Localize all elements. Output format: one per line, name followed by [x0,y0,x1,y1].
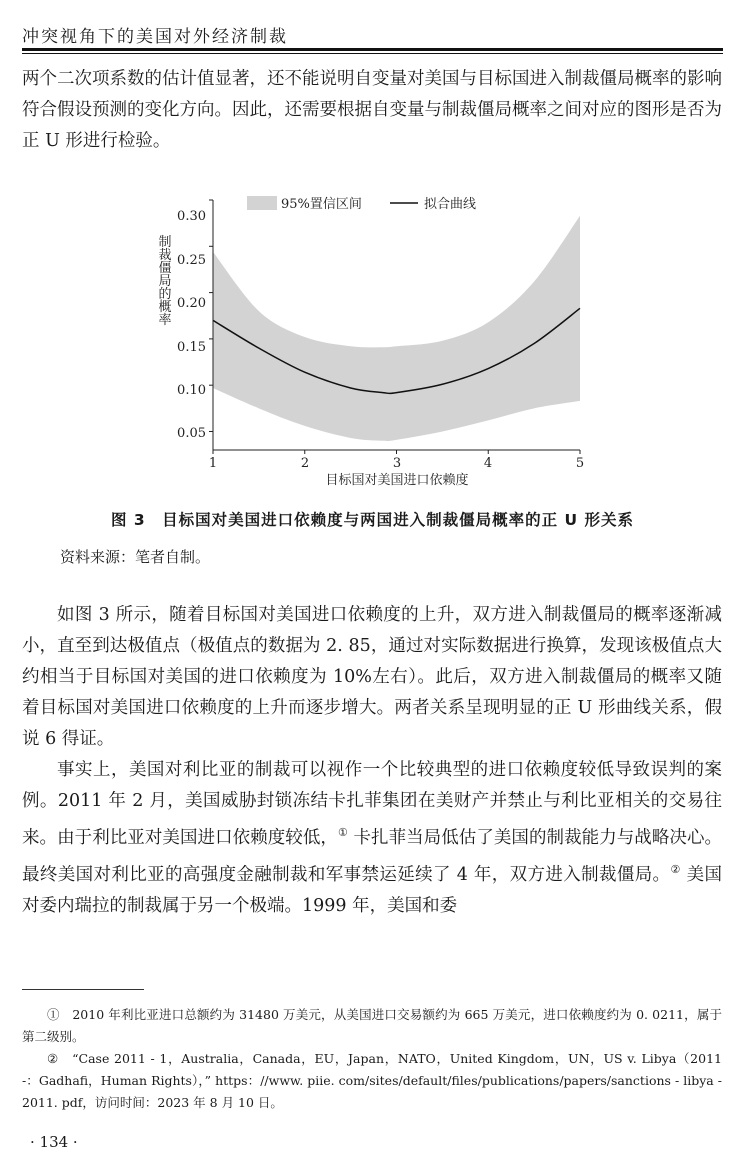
y-tick-label: 0.15 [177,340,206,355]
footnote-ref-1[interactable]: ① [337,826,348,839]
x-tick-label: 4 [483,456,493,471]
x-tick-label: 1 [208,456,218,471]
footnote-2: ② “Case 2011 - 1，Australia，Canada，EU，Japan，NATO，United Kingdom，UN，US v. Libya（2011 -：Gadhafi，Human Rights），” https：//www. piie. com/sites/default/files/publications/papers/sanctions - libya - 2011. pdf，访问时间：2023 年 8 月 10 日。 [22,1051,722,1110]
y-tick-label: 0.30 [177,209,206,224]
p2-text-b: 卡扎菲当局低估了美国的制裁能力与战略决心。最终美国对利比亚的高强度金融制裁和军事禁运延续了 4 年，双方进入制裁僵局。 [22,827,723,885]
legend-ci-swatch [247,196,277,210]
confidence-band [213,216,580,441]
body-paragraph-1: 如图 3 所示，随着目标国对美国进口依赖度的上升，双方进入制裁僵局的概率逐渐减小，直至到达极值点（极值点的数据为 2. 85，通过对实际数据进行换算，发现该极值点大约相当于目标国对美国的进口依赖度为 10%左右）。此后，双方进入制裁僵局的概率又随着目标国对美国进口依赖度的上升而逐步增大。两者关系呈现明显的正 U 形曲线关系，假说 6 得证。 [22,605,722,749]
intro-paragraph [22,64,722,157]
footnote-1: ① 2010 年利比亚进口总额约为 31480 万美元，从美国进口交易额约为 665 万美元，进口依赖度约为 0. 0211，属于第二级别。 [22,1007,722,1044]
intro-text: 两个二次项系数的估计值显著，还不能说明自变量对美国与目标国进入制裁僵局概率的影响符合假设预测的变化方向。因此，还需要根据自变量与制裁僵局概率之间对应的图形是否为正 U 形进行检验。 [22,69,722,151]
footnotes [22,1004,722,1114]
x-tick-label: 2 [300,456,310,471]
y-tick-label: 0.05 [177,426,206,441]
y-tick-label: 0.25 [177,253,206,268]
header-rule-thin [22,53,723,54]
legend-ci-label: 95%置信区间 [281,197,362,212]
figure-caption: 图 3 目标国对美国进口依赖度与两国进入制裁僵局概率的正 U 形关系 [110,511,635,529]
legend-fit-label: 拟合曲线 [424,197,477,212]
x-tick-label: 3 [392,456,402,471]
footnote-ref-2[interactable]: ② [670,862,681,876]
x-tick-label: 5 [575,456,585,471]
p2-text-a: 事实上，美国对利比亚的制裁可以视作一个比较典型的进口依赖度较低导致误判的案例。2011 年 2 月，美国威胁封锁冻结卡扎菲集团在美财产并禁止与利比亚相关的交易往来。由于利比亚对美国进口依赖度较低， [22,760,722,848]
page-number: · 134 · [30,1133,78,1151]
footnote-rule [22,989,144,990]
u-shape-chart [0,188,745,488]
x-axis-label: 目标国对美国进口依赖度 [325,473,469,488]
y-axis-label: 制裁僵局的概率 [155,234,171,326]
body-text [22,600,722,922]
y-tick-label: 0.10 [177,383,206,398]
body-paragraph-2 [22,755,722,922]
figure-source: 资料来源：笔者自制。 [60,548,211,566]
header-rule-thick [22,48,723,51]
running-header: 冲突视角下的美国对外经济制裁 [22,27,288,47]
p2-text-c: 美国对委内瑞拉的制裁属于另一个极端。1999 年，美国和委 [22,864,722,916]
y-tick-label: 0.20 [177,296,206,311]
